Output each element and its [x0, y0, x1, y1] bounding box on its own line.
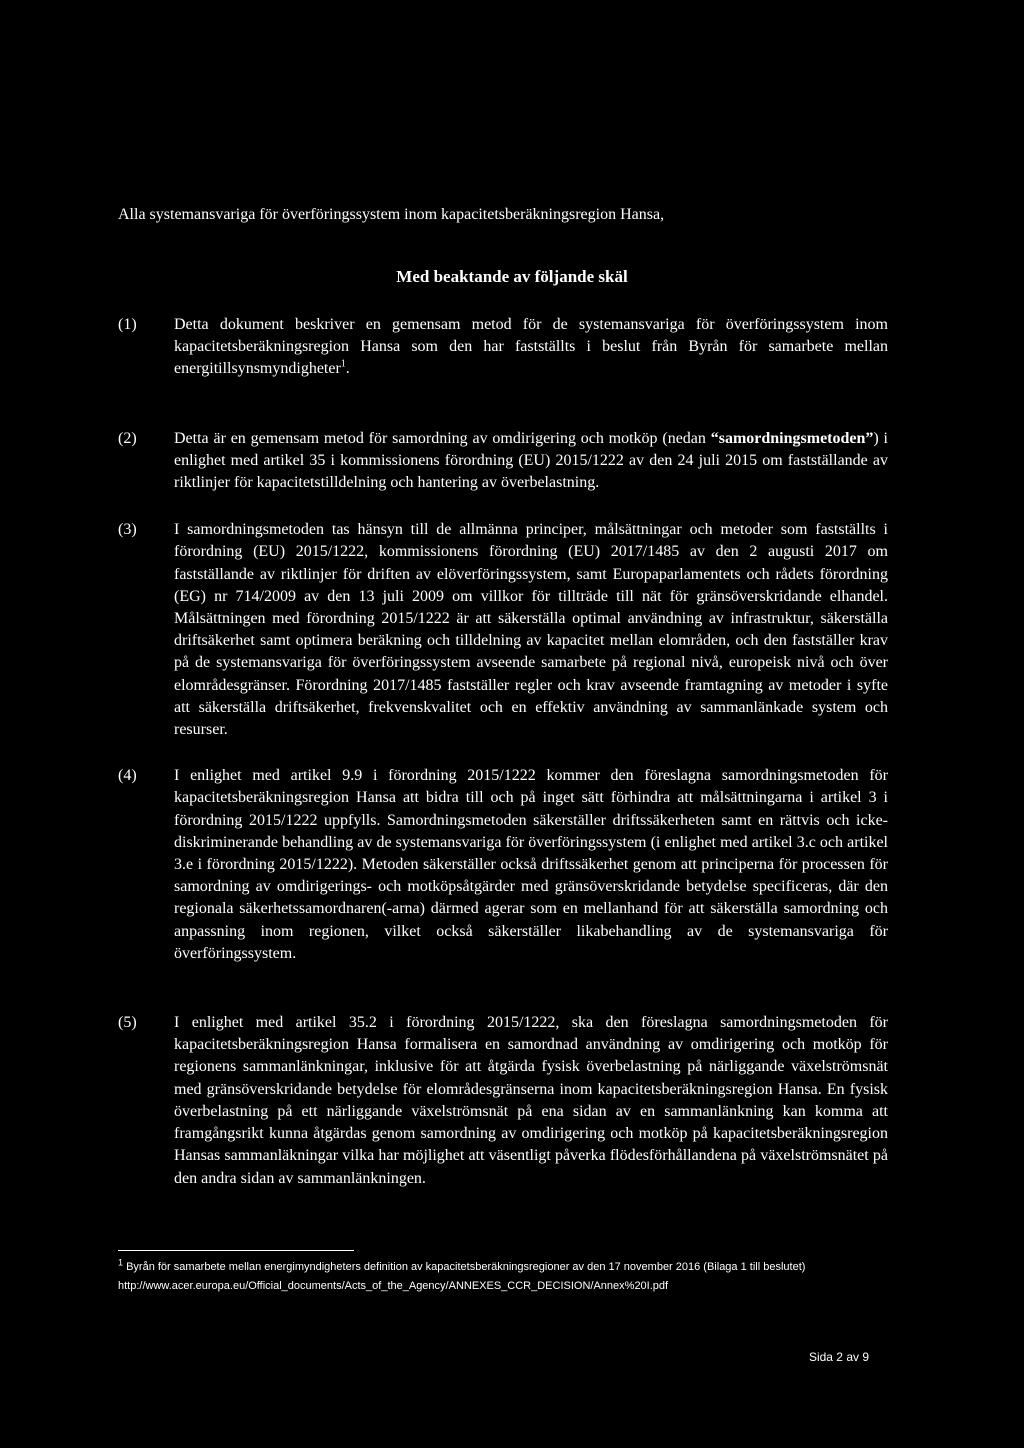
recital-number: (3): [118, 521, 137, 539]
footnote-link[interactable]: http://www.acer.europa.eu/Official_documents/Acts_of_the_Agency/ANNEXES_CCR_DECISION/Annex%20I.pdf: [118, 1280, 669, 1292]
footnote-divider: [118, 1250, 354, 1251]
footnote: [118, 1258, 898, 1296]
recital-text: I enlighet med artikel 35.2 i förordning 2015/1222, ska den föreslagna samordningsmetoden för kapacitetsberäkningsregion Hansa formalisera en samordnad användning av omdirigering och motköp för regionens sammanlänkningar, inklusive för att åtgärda fysisk överbelastning på närliggande växelströmsnät med gränsöverskridande betydelse för elområdesgränserna inom kapacitetsberäkningsregion Hansa. En fysisk överbelastning på ett närliggande växelströmsnät på ena sidan av en sammanlänkning kan komma att framgångsrikt kunna åtgärdas genom samordning av omdirigering och motköp på kapacitetsberäkningsregion Hansas sammanläkningar vilka har möjlighet att väsentligt påverka flödesförhållandena på växelströmsnätet på den andra sidan av sammanlänkningen.: [174, 1014, 888, 1187]
recital-number: (1): [118, 316, 137, 333]
recital-3: [118, 519, 888, 741]
section-heading: Med beaktande av följande skäl: [396, 267, 628, 286]
footnote-reference[interactable]: 1: [340, 359, 346, 371]
intro-line: Alla systemansvariga för överföringssystem inom kapacitetsberäkningsregion Hansa,: [118, 206, 665, 223]
recital-number: (5): [118, 1014, 137, 1032]
recital-number: (2): [118, 429, 137, 447]
recital-number: (4): [118, 767, 137, 785]
recital-1: [118, 314, 888, 381]
recital-2-body-end: ) i enlighet med artikel 35 i kommissionens förordning (EU) 2015/1222 av den 24 juli 2015 om fastställande av riktlinjer för kapacitetstilldelning och hantering av överbelastning.: [174, 429, 888, 492]
recital-5: [118, 1012, 888, 1190]
recital-2: [118, 428, 888, 495]
recital-text: I samordningsmetoden tas hänsyn till de allmänna principer, målsättningar och metoder som fastställts i förordning (EU) 2015/1222, kommissionens förordning (EU) 2017/1485 av den 2 augusti 2017 om fastställande av riktlinjer för driften av elöverföringssystem, samt Europaparlamentets och rådets förordning (EG) nr 714/2009 av den 13 juli 2009 om villkor för tillträde till nät för gränsöverskridande elhandel. Målsättningen med förordning 2015/1222 är att säkerställa optimal användning av infrastruktur, säkerställa driftsäkerhet samt optimera beräkning och tilldelning av kapacitet mellan elområden, och den fastställer krav på de systemansvariga för överföringssystem avseende samarbete på regional nivå, europeisk nivå och över elområdesgränser. Förordning 2017/1485 fastställer regler och krav avseende framtagning av metoder i syfte att säkerställa driftsäkerhet, frekvenskvalitet och en effektiv användning av sammanlänkade system och resurser.: [174, 521, 888, 739]
footnote-text: [118, 1258, 898, 1277]
recitals-list: [118, 314, 888, 1190]
recital-4: [118, 765, 888, 965]
recital-2-body-start: Detta är en gemensam metod för samordning av omdirigering och motköp (nedan: [174, 429, 711, 447]
footnote-number: 1: [118, 1257, 124, 1268]
recital-text: [174, 314, 888, 381]
recital-1-end: .: [345, 360, 350, 378]
recital-text: [174, 428, 888, 495]
footnote-description: Byrån för samarbete mellan energimyndigheters definition av kapacitetsberäkningsregioner av den 17 november 2016 (Bilaga 1 till beslutet): [126, 1261, 806, 1273]
page-number: Sida 2 av 9: [808, 1350, 869, 1364]
defined-term: “samordningsmetoden”: [710, 429, 874, 447]
recital-1-body: Detta dokument beskriver en gemensam metod för de systemansvariga för överföringssystem inom kapacitetsberäkningsregion Hansa som den har fastställts i beslut från Byrån för samarbete mellan energitillsynsmyndigheter: [174, 316, 888, 378]
recital-text: I enlighet med artikel 9.9 i förordning 2015/1222 kommer den föreslagna samordningsmetoden för kapacitetsberäkningsregion Hansa att bidra till och på inget sätt förhindra att målsättningarna i artikel 3 i förordning 2015/1222 uppfylls. Samordningsmetoden säkerställer driftssäkerheten samt en rättvis och icke-diskriminerande behandling av de systemansvariga för överföringssystem (i enlighet med artikel 3.c och artikel 3.e i förordning 2015/1222). Metoden säkerställer också driftssäkerhet genom att principerna för processen för samordning av omdirigerings- och motköpsåtgärder med gränsöverskridande betydelse specificeras, där den regionala säkerhetssamordnaren(-arna) därmed agerar som en mellanhand för att säkerställa samordning och anpassning inom regionen, vilket också säkerställer likabehandling av de systemansvariga för överföringssystem.: [174, 767, 888, 962]
